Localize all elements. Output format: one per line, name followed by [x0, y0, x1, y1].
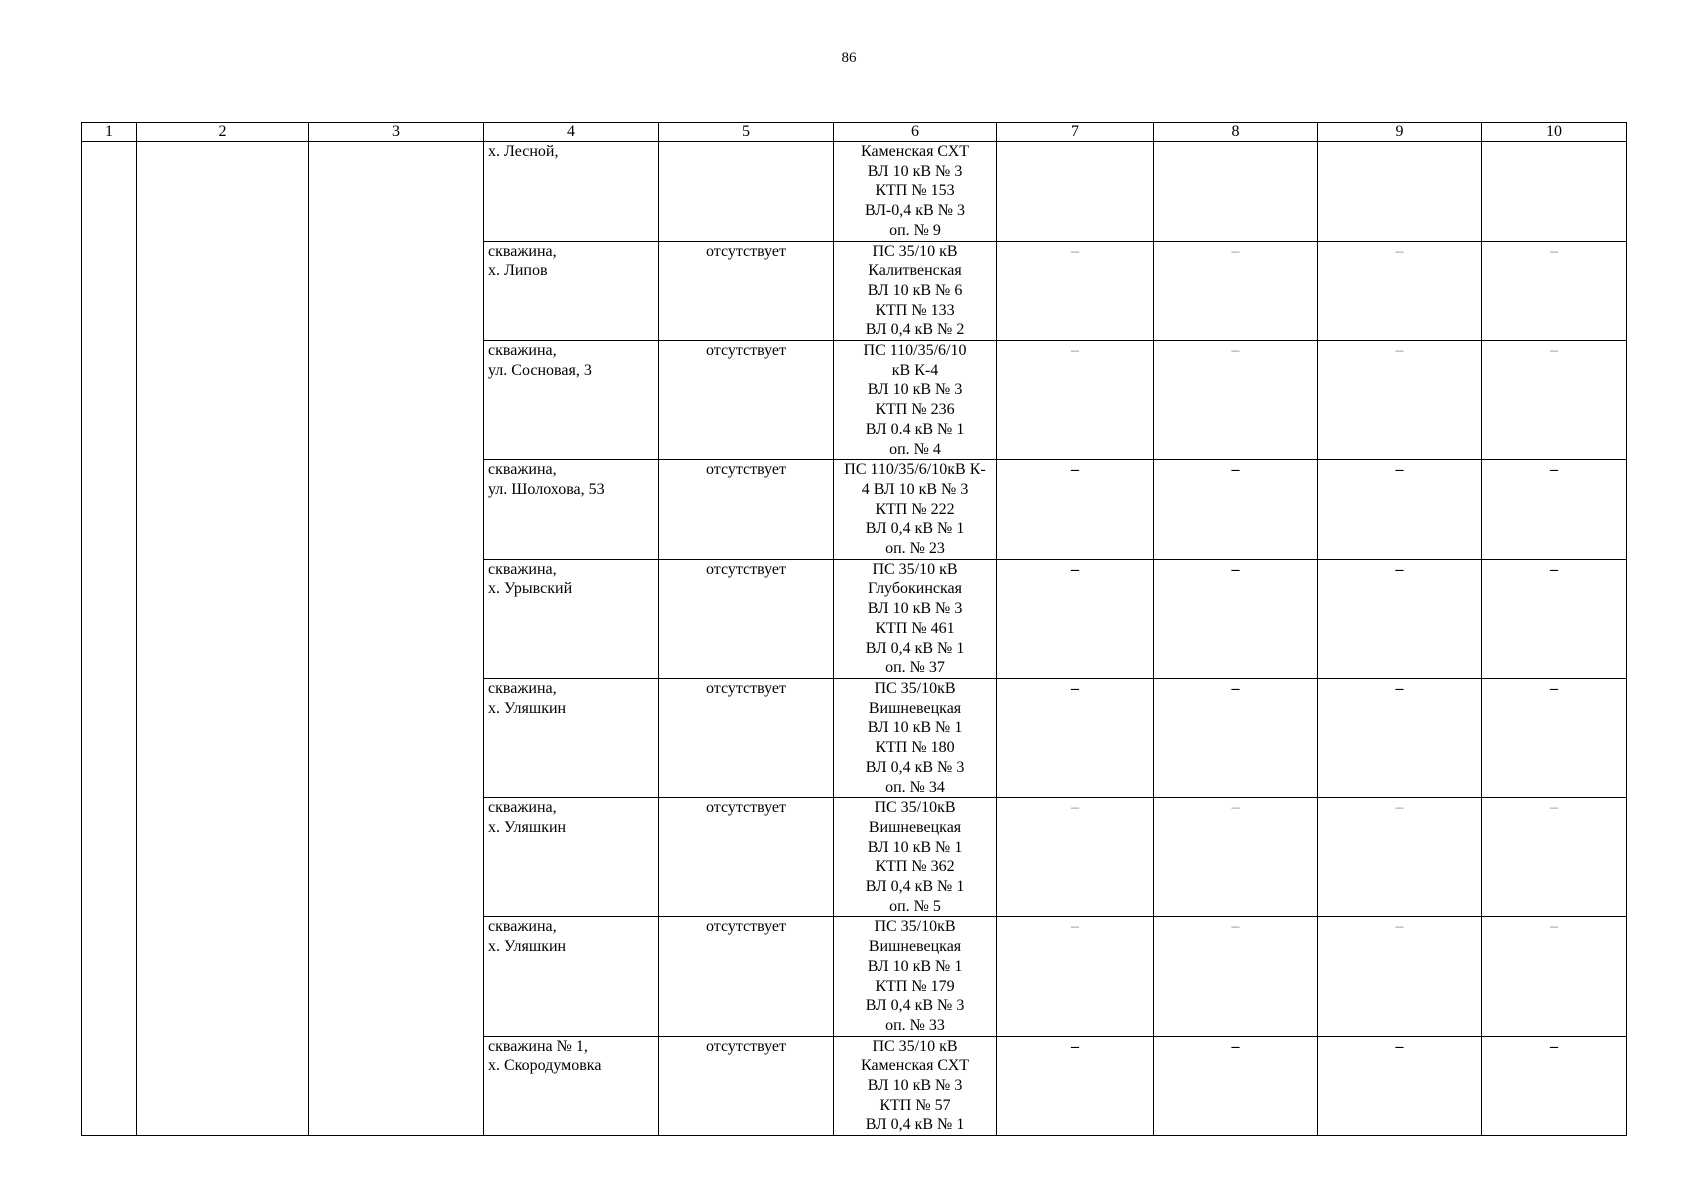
- value-cell-c7: [997, 559, 1154, 678]
- location-line: скважина,: [488, 342, 557, 360]
- location-line: х. Урывский: [488, 580, 573, 598]
- location-cell: [484, 460, 659, 560]
- dash-value: –: [1395, 242, 1404, 260]
- dash-value: –: [1395, 461, 1404, 479]
- value-cell-c7: [997, 460, 1154, 560]
- table-body: [82, 142, 1627, 1136]
- power-source-line: кВ К-4: [891, 361, 939, 379]
- dash-value: –: [1231, 461, 1240, 479]
- value-cell-c7: [997, 142, 1154, 242]
- power-source-line: КТП № 153: [875, 182, 955, 200]
- power-source-cell: [834, 798, 997, 917]
- column-number-row: [82, 123, 1627, 142]
- value-cell-c7: [997, 678, 1154, 797]
- dash-value: –: [1231, 918, 1240, 936]
- dash-value: –: [1231, 342, 1240, 360]
- dash-value: –: [1550, 560, 1558, 578]
- value-cell-c10: [1482, 241, 1627, 341]
- power-source-line: оп. № 37: [885, 659, 945, 677]
- column-number: 3: [309, 123, 484, 142]
- power-source-line: ПС 35/10кВ: [874, 679, 956, 697]
- presence-cell: отсутствует: [659, 559, 834, 678]
- power-source-line: оп. № 5: [889, 897, 941, 915]
- value-cell-c7: [997, 241, 1154, 341]
- dash-value: –: [1071, 342, 1079, 360]
- power-source-line: ПС 35/10кВ: [874, 918, 956, 936]
- location-line: скважина,: [488, 242, 557, 260]
- dash-value: –: [1550, 1037, 1558, 1055]
- value-cell-c8: [1154, 142, 1318, 242]
- merged-empty-cell: [137, 142, 309, 1136]
- power-source-line: оп. № 9: [889, 221, 941, 239]
- location-cell: [484, 1036, 659, 1136]
- value-cell-c8: [1154, 678, 1318, 797]
- location-cell: [484, 241, 659, 341]
- power-source-line: КТП № 57: [879, 1096, 951, 1114]
- value-cell-c9: [1318, 341, 1482, 460]
- location-cell: [484, 917, 659, 1036]
- dash-value: –: [1395, 560, 1404, 578]
- power-source-line: 4 ВЛ 10 кВ № 3: [861, 480, 969, 498]
- location-line: скважина,: [488, 679, 557, 697]
- value-cell-c8: [1154, 460, 1318, 560]
- power-source-cell: [834, 678, 997, 797]
- column-number: 9: [1318, 123, 1482, 142]
- power-source-line: ВЛ 10 кВ № 6: [867, 281, 963, 299]
- dash-value: –: [1071, 918, 1079, 936]
- power-source-line: оп. № 34: [885, 778, 945, 796]
- power-source-line: ВЛ-0,4 кВ № 3: [865, 202, 965, 220]
- presence-cell: отсутствует: [659, 460, 834, 560]
- value-cell-c10: [1482, 341, 1627, 460]
- column-number: 8: [1154, 123, 1318, 142]
- value-cell-c8: [1154, 559, 1318, 678]
- presence-cell: [659, 142, 834, 242]
- value-cell-c8: [1154, 341, 1318, 460]
- power-source-line: ВЛ 10 кВ № 1: [867, 957, 963, 975]
- location-line: х. Уляшкин: [488, 699, 567, 717]
- dash-value: –: [1395, 918, 1404, 936]
- dash-value: –: [1071, 799, 1079, 817]
- value-cell-c9: [1318, 241, 1482, 341]
- value-cell-c9: [1318, 1036, 1482, 1136]
- power-source-line: Каменская СХТ: [860, 1057, 970, 1075]
- value-cell-c10: [1482, 917, 1627, 1036]
- value-cell-c9: [1318, 460, 1482, 560]
- power-source-line: ВЛ 10 кВ № 1: [867, 838, 963, 856]
- dash-value: –: [1231, 679, 1240, 697]
- power-source-line: ВЛ 0.4 кВ № 1: [865, 420, 965, 438]
- value-cell-c9: [1318, 142, 1482, 242]
- power-source-cell: [834, 559, 997, 678]
- column-number: 10: [1482, 123, 1627, 142]
- power-source-line: ВЛ 0,4 кВ № 3: [865, 758, 965, 776]
- location-line: скважина № 1,: [488, 1037, 588, 1055]
- power-source-cell: [834, 241, 997, 341]
- power-source-line: Вишневецкая: [868, 818, 962, 836]
- location-line: скважина,: [488, 461, 557, 479]
- power-source-line: ПС 35/10 кВ: [872, 242, 958, 260]
- value-cell-c7: [997, 1036, 1154, 1136]
- dash-value: –: [1071, 560, 1079, 578]
- power-source-line: ВЛ 0,4 кВ № 1: [865, 520, 965, 538]
- column-number: 7: [997, 123, 1154, 142]
- location-line: скважина,: [488, 918, 557, 936]
- dash-value: –: [1550, 342, 1558, 360]
- value-cell-c9: [1318, 917, 1482, 1036]
- power-source-line: ВЛ 10 кВ № 1: [867, 719, 963, 737]
- value-cell-c9: [1318, 798, 1482, 917]
- dash-value: –: [1395, 342, 1404, 360]
- table-row: [82, 142, 1627, 242]
- value-cell-c10: [1482, 460, 1627, 560]
- value-cell-c7: [997, 341, 1154, 460]
- presence-cell: отсутствует: [659, 798, 834, 917]
- power-source-line: ВЛ 10 кВ № 3: [867, 1077, 963, 1095]
- column-number: 6: [834, 123, 997, 142]
- location-line: ул. Шолохова, 53: [488, 480, 605, 498]
- value-cell-c10: [1482, 559, 1627, 678]
- location-line: х. Уляшкин: [488, 938, 567, 956]
- power-source-line: Глубокинская: [868, 580, 962, 598]
- dash-value: –: [1550, 918, 1558, 936]
- value-cell-c10: [1482, 678, 1627, 797]
- dash-value: –: [1071, 461, 1079, 479]
- power-source-line: ПС 35/10 кВ: [872, 1037, 958, 1055]
- presence-cell: отсутствует: [659, 341, 834, 460]
- power-source-cell: [834, 460, 997, 560]
- power-source-line: КТП № 461: [875, 619, 955, 637]
- power-source-line: ВЛ 0,4 кВ № 3: [865, 997, 965, 1015]
- dash-value: –: [1071, 679, 1079, 697]
- power-source-line: ВЛ 0,4 кВ № 2: [865, 321, 965, 339]
- value-cell-c7: [997, 917, 1154, 1036]
- value-cell-c8: [1154, 241, 1318, 341]
- location-line: х. Лесной,: [488, 143, 559, 160]
- location-line: х. Уляшкин: [488, 818, 567, 836]
- value-cell-c10: [1482, 798, 1627, 917]
- presence-cell: отсутствует: [659, 241, 834, 341]
- location-line: скважина,: [488, 560, 557, 578]
- power-source-line: оп. № 23: [885, 540, 945, 558]
- power-source-line: КТП № 133: [875, 301, 955, 319]
- power-source-line: КТП № 362: [875, 858, 955, 876]
- dash-value: –: [1231, 799, 1240, 817]
- location-cell: [484, 559, 659, 678]
- location-line: х. Скородумовка: [488, 1057, 602, 1075]
- dash-value: –: [1231, 560, 1240, 578]
- value-cell-c8: [1154, 1036, 1318, 1136]
- value-cell-c9: [1318, 559, 1482, 678]
- power-source-line: Вишневецкая: [868, 938, 962, 956]
- page-number: 86: [841, 50, 857, 66]
- power-source-line: оп. № 4: [889, 440, 941, 458]
- power-source-line: оп. № 33: [885, 1016, 945, 1034]
- dash-value: –: [1550, 461, 1558, 479]
- location-line: х. Липов: [488, 262, 548, 280]
- power-source-cell: [834, 917, 997, 1036]
- column-number: 1: [82, 123, 137, 142]
- dash-value: –: [1395, 1037, 1404, 1055]
- value-cell-c8: [1154, 917, 1318, 1036]
- presence-cell: отсутствует: [659, 678, 834, 797]
- value-cell-c7: [997, 798, 1154, 917]
- dash-value: –: [1071, 242, 1079, 260]
- power-source-line: ВЛ 0,4 кВ № 1: [865, 878, 965, 896]
- power-source-line: Вишневецкая: [868, 699, 962, 717]
- power-source-cell: [834, 341, 997, 460]
- power-source-line: Калитвенская: [868, 262, 962, 280]
- merged-empty-cell: [82, 142, 137, 1136]
- power-source-line: ВЛ 10 кВ № 3: [867, 600, 963, 618]
- dash-value: –: [1231, 1037, 1240, 1055]
- data-table: [81, 122, 1627, 1136]
- power-source-line: ПС 110/35/6/10кВ К-: [844, 461, 986, 479]
- location-line: ул. Сосновая, 3: [488, 361, 592, 379]
- dash-value: –: [1071, 1037, 1079, 1055]
- dash-value: –: [1550, 799, 1558, 817]
- power-source-line: ПС 110/35/6/10: [863, 342, 967, 360]
- power-source-line: ПС 35/10 кВ: [872, 560, 958, 578]
- power-source-cell: [834, 142, 997, 242]
- dash-value: –: [1395, 679, 1404, 697]
- power-source-line: ВЛ 10 кВ № 3: [867, 381, 963, 399]
- value-cell-c8: [1154, 798, 1318, 917]
- power-source-line: ПС 35/10кВ: [874, 799, 956, 817]
- location-line: скважина,: [488, 799, 557, 817]
- power-source-line: КТП № 222: [875, 500, 955, 518]
- location-cell: [484, 142, 659, 242]
- value-cell-c10: [1482, 1036, 1627, 1136]
- power-source-line: КТП № 236: [875, 401, 955, 419]
- column-number: 5: [659, 123, 834, 142]
- presence-cell: отсутствует: [659, 917, 834, 1036]
- dash-value: –: [1231, 242, 1240, 260]
- column-number: 4: [484, 123, 659, 142]
- power-source-line: ВЛ 0,4 кВ № 1: [865, 639, 965, 657]
- dash-value: –: [1550, 679, 1558, 697]
- power-source-line: ВЛ 0,4 кВ № 1: [865, 1116, 965, 1134]
- location-cell: [484, 678, 659, 797]
- power-source-line: КТП № 180: [875, 739, 955, 757]
- presence-cell: отсутствует: [659, 1036, 834, 1136]
- dash-value: –: [1550, 242, 1558, 260]
- value-cell-c9: [1318, 678, 1482, 797]
- location-cell: [484, 798, 659, 917]
- power-source-line: КТП № 179: [875, 977, 955, 995]
- power-source-cell: [834, 1036, 997, 1136]
- location-cell: [484, 341, 659, 460]
- dash-value: –: [1395, 799, 1404, 817]
- merged-empty-cell: [309, 142, 484, 1136]
- column-number: 2: [137, 123, 309, 142]
- power-source-line: ВЛ 10 кВ № 3: [867, 162, 963, 180]
- value-cell-c10: [1482, 142, 1627, 242]
- power-source-line: Каменская СХТ: [860, 143, 970, 160]
